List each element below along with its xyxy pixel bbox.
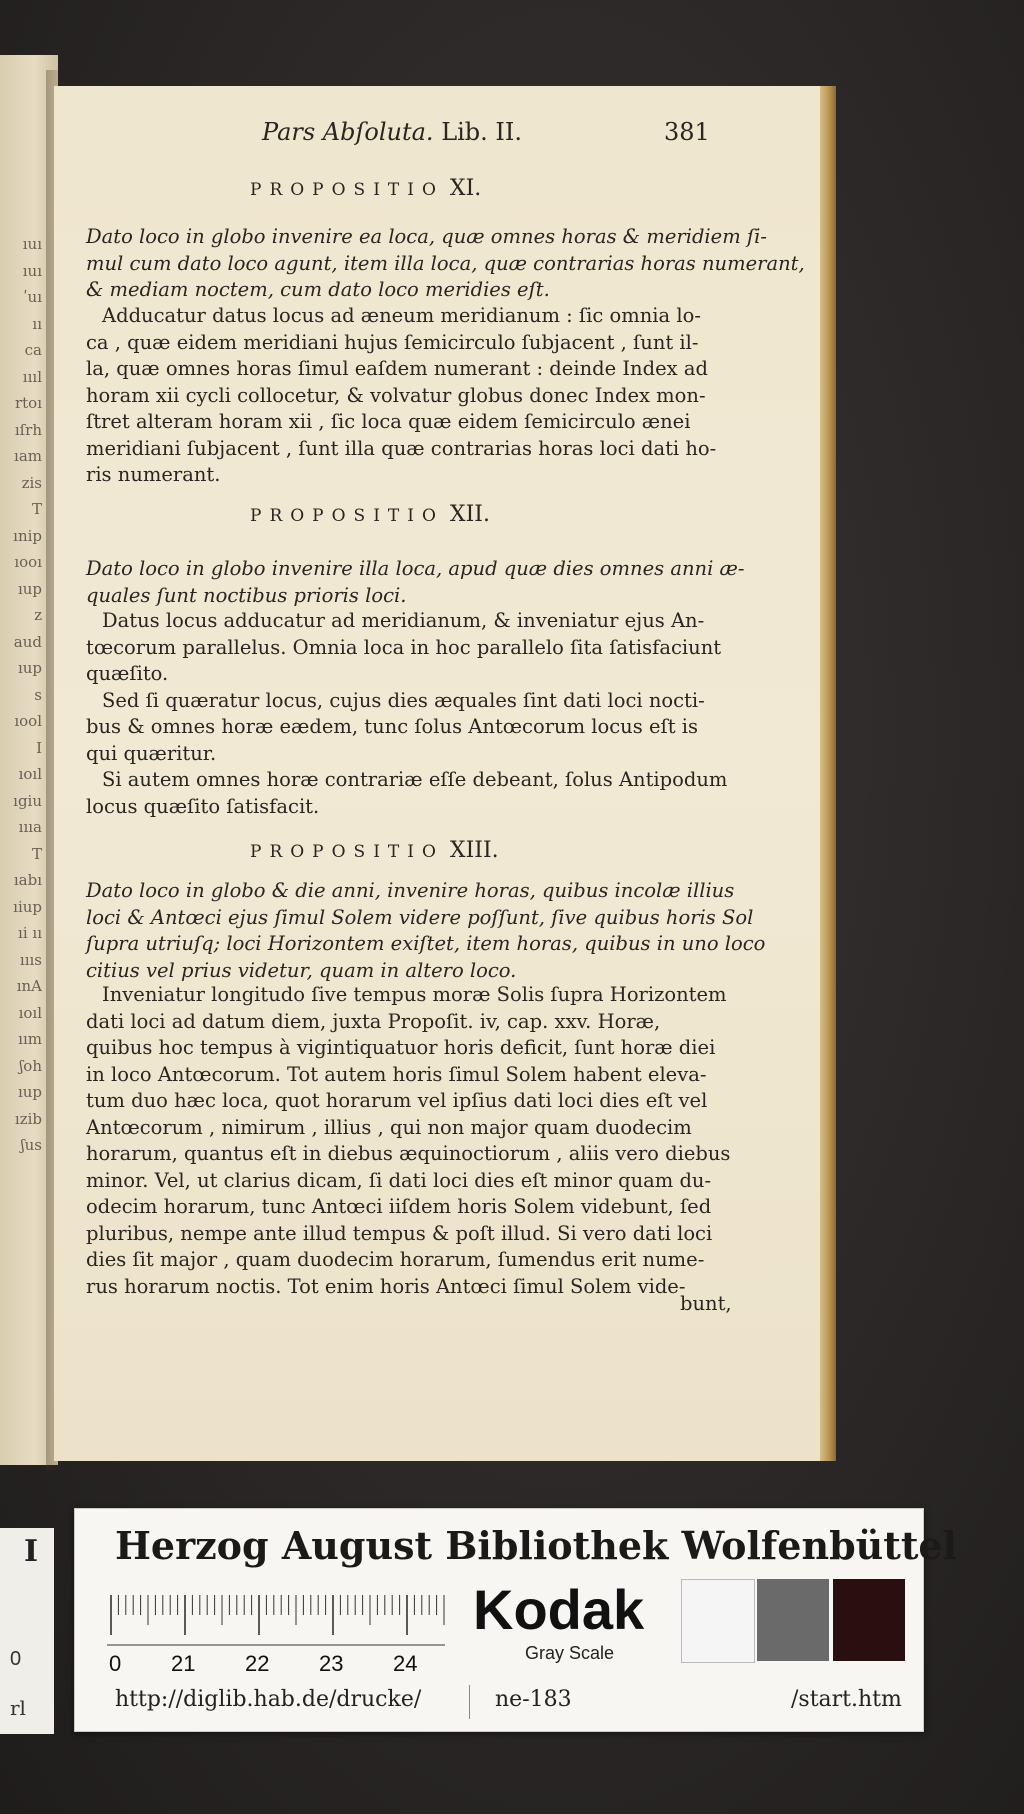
body-line: qui quæritur. <box>86 741 217 765</box>
body-xiii <box>86 982 731 1300</box>
previous-page-text-fragment: ʃus <box>20 1136 42 1154</box>
page-edge <box>820 86 836 1461</box>
scale-ruler <box>107 1585 445 1675</box>
body-xii <box>86 608 726 820</box>
body-line: Si autem omnes horæ contrariæ eſſe debeant, ſolus Antipodum <box>102 768 728 791</box>
previous-page-text-fragment: ıuı <box>22 261 42 280</box>
previous-page-text-fragment: ıabı <box>13 871 42 889</box>
previous-page-text-fragment: s <box>34 685 42 704</box>
previous-page-text-fragment: ca <box>24 341 42 359</box>
body-line: la, quæ omnes horas ſimul eaſdem numerant : deinde Index ad <box>86 357 708 380</box>
enunciation-line: Dato loco in globo & die anni, invenire horas, quibus incolæ illius <box>86 879 735 902</box>
enunciation-line: Dato loco in globo invenire illa loca, apud quæ dies omnes anni æ- <box>86 557 745 580</box>
url-divider <box>469 1685 470 1719</box>
previous-page-text-fragment: ıoıl <box>18 765 42 783</box>
ruler-label: 0 <box>109 1651 122 1676</box>
proposition-word: PROPOSITIO <box>250 180 444 200</box>
body-line: Antœcorum , nimirum , illius , qui non major quam duodecim <box>86 1115 692 1139</box>
previous-page-text-fragment: ıgiu <box>13 791 42 810</box>
previous-page-text-fragment: ıup <box>17 579 42 598</box>
previous-page-text-fragment: ıam <box>14 447 42 465</box>
body-line: locus quæſito ſatisfacit. <box>86 794 320 818</box>
body-line: horarum, quantus eſt in diebus æquinoctiorum , aliis vero diebus <box>86 1142 731 1165</box>
gray-scale-label: Gray Scale <box>525 1643 615 1663</box>
kodak-logo: Kodak <box>473 1578 645 1641</box>
previous-page-text-fragment: ızib <box>14 1109 42 1128</box>
proposition-numeral: XIII. <box>449 838 499 863</box>
body-line: tum duo hæc loca, quot horarum vel ipſius dati loci dies eſt vel <box>86 1089 708 1112</box>
body-line: dati loci ad datum diem, juxta Propoſit. iv, cap. xxv. Horæ, <box>86 1009 661 1033</box>
body-line: Datus locus adducatur ad meridianum, & inveniatur ejus An- <box>102 609 705 632</box>
body-line: Inveniatur longitudo ſive tempus moræ Solis ſupra Horizontem <box>102 983 727 1006</box>
url-part-3: /start.htm <box>791 1687 902 1712</box>
previous-page-text-fragment: ıoıl <box>18 1003 42 1022</box>
enunciation-line: loci & Antœci ejus ſimul Solem videre poſſunt, ſive quibus horis Sol <box>86 905 754 929</box>
body-line: meridiani ſubjacent , ſunt illa quæ contrarias horas loci dati ho- <box>86 436 717 460</box>
previous-page-text-fragment: ıuı <box>22 235 42 253</box>
catchword: bunt, <box>680 1292 732 1315</box>
sliver-text: rl <box>10 1696 26 1720</box>
body-line: in loco Antœcorum. Tot autem horis ſimul Solem habent eleva- <box>86 1062 707 1086</box>
proposition-numeral: XI. <box>449 176 482 201</box>
enunciation-xii <box>86 556 745 609</box>
enunciation-xiii <box>86 878 766 984</box>
proposition-word: PROPOSITIO <box>250 506 444 526</box>
previous-page-text-fragment: ıooı <box>14 553 42 571</box>
page-number: 381 <box>664 118 710 146</box>
body-line: ſtret alteram horam xii , ſic loca quæ eidem ſemicirculo ænei <box>86 410 691 433</box>
proposition-numeral: XII. <box>449 502 490 527</box>
proposition-heading-xiii <box>250 838 499 863</box>
enunciation-line: mul cum dato loco agunt, item illa loca, quæ contrarias horas numerant, <box>86 251 805 275</box>
previous-page-text-fragment: ıſrh <box>14 420 42 439</box>
previous-page-text-fragment: I <box>36 738 42 757</box>
body-line: rus horarum noctis. Tot enim horis Antœci ſimul Solem vide- <box>86 1274 686 1298</box>
sliver-text: 0 <box>10 1648 22 1670</box>
ruler-label: 24 <box>393 1651 418 1676</box>
swatch-gray <box>757 1579 829 1661</box>
ruler-label: 23 <box>319 1651 344 1676</box>
body-line: ca , quæ eidem meridiani hujus ſemicirculo ſubjacent , ſunt il- <box>86 330 699 354</box>
body-line: quæſito. <box>86 662 169 685</box>
library-name: Herzog August Bibliothek Wolfenbüttel <box>115 1523 957 1568</box>
body-xi <box>86 303 726 489</box>
url-part-2: ne-183 <box>495 1687 572 1712</box>
previous-page-text-fragment: ʃoh <box>19 1056 42 1075</box>
running-head-book: Lib. II. <box>441 118 523 146</box>
previous-page-text-fragment: ıı <box>32 314 42 333</box>
library-label-card <box>74 1508 957 1732</box>
previous-page-text-fragment: ıııa <box>18 818 42 836</box>
previous-page-text-fragment: ʹuı <box>23 288 42 306</box>
body-line: odecim horarum, tunc Antœci iiſdem horis Solem videbunt, ſed <box>86 1195 712 1218</box>
previous-page-text-fragment: ıııl <box>22 367 42 386</box>
body-line: Adducatur datus locus ad æneum meridianum : ſic omnia lo- <box>102 304 701 327</box>
body-line: bus & omnes horæ eædem, tunc ſolus Antœcorum locus eſt is <box>86 715 698 738</box>
body-line: horam xii cycli collocetur, & volvatur globus donec Index mon- <box>86 383 706 407</box>
previous-page-text-fragment: rtoı <box>14 394 42 412</box>
previous-page-text-fragment: zis <box>21 473 42 492</box>
previous-page-text-fragment: ıool <box>14 712 42 730</box>
enunciation-line: & mediam noctem, cum dato loco meridies eſt. <box>86 278 550 301</box>
previous-page-text-fragment: ınA <box>16 977 42 995</box>
previous-page-text-fragment: aud <box>13 632 42 651</box>
previous-page-text-fragment: ıiup <box>13 897 42 916</box>
previous-page-text-fragment: ınip <box>13 526 42 545</box>
previous-page-text-fragment: z <box>34 606 42 624</box>
body-line: pluribus, nempe ante illud tempus & poſt illud. Si vero dati loci <box>86 1221 713 1245</box>
body-line: ris numerant. <box>86 463 221 486</box>
ruler-label: 21 <box>171 1651 196 1676</box>
adjacent-label-card-sliver <box>0 1528 54 1734</box>
enunciation-line: Dato loco in globo invenire ea loca, quæ omnes horas & meridiem ſi- <box>86 225 767 248</box>
ruler-label: 22 <box>245 1651 270 1676</box>
body-line: minor. Vel, ut clarius dicam, ſi dati loci dies eſt minor quam du- <box>86 1168 712 1192</box>
previous-page-text-fragment: T <box>31 844 42 863</box>
enunciation-line: ſupra utriuſq; loci Horizontem exiſtet, item horas, quibus in uno loco <box>86 932 766 955</box>
enunciation-xi <box>86 224 805 304</box>
swatch-dark <box>833 1579 905 1661</box>
previous-page-text-fragment: ıi ıı <box>18 924 42 942</box>
url-part-1: http://diglib.hab.de/drucke/ <box>115 1687 422 1712</box>
previous-page-text-fragment: ıım <box>18 1030 42 1048</box>
body-line: quibus hoc tempus à vigintiquatuor horis deficit, ſunt horæ diei <box>86 1036 716 1059</box>
enunciation-line: quales ſunt noctibus prioris loci. <box>86 583 407 607</box>
body-line: Sed ſi quæratur locus, cujus dies æquales ſint dati loci nocti- <box>102 688 705 712</box>
previous-page-text-fragment: ıup <box>17 1083 42 1101</box>
running-head <box>262 118 722 150</box>
enunciation-line: citius vel prius videtur, quam in altero loco. <box>86 958 517 982</box>
previous-page-text-fragment: ıup <box>17 659 42 677</box>
proposition-word: PROPOSITIO <box>250 842 444 862</box>
running-head-part: Pars Abſoluta. <box>262 118 434 146</box>
sliver-text: I <box>24 1534 39 1569</box>
swatch-white <box>681 1579 755 1663</box>
body-line: tœcorum parallelus. Omnia loca in hoc parallelo ſita ſatisfaciunt <box>86 635 722 659</box>
previous-page-text-fragment: ıııs <box>19 950 42 969</box>
previous-page-text-fragment: T <box>31 500 42 518</box>
body-line: dies ſit major , quam duodecim horarum, ſumendus erit nume- <box>86 1248 705 1271</box>
proposition-heading-xi <box>250 176 481 201</box>
proposition-heading-xii <box>250 502 490 527</box>
